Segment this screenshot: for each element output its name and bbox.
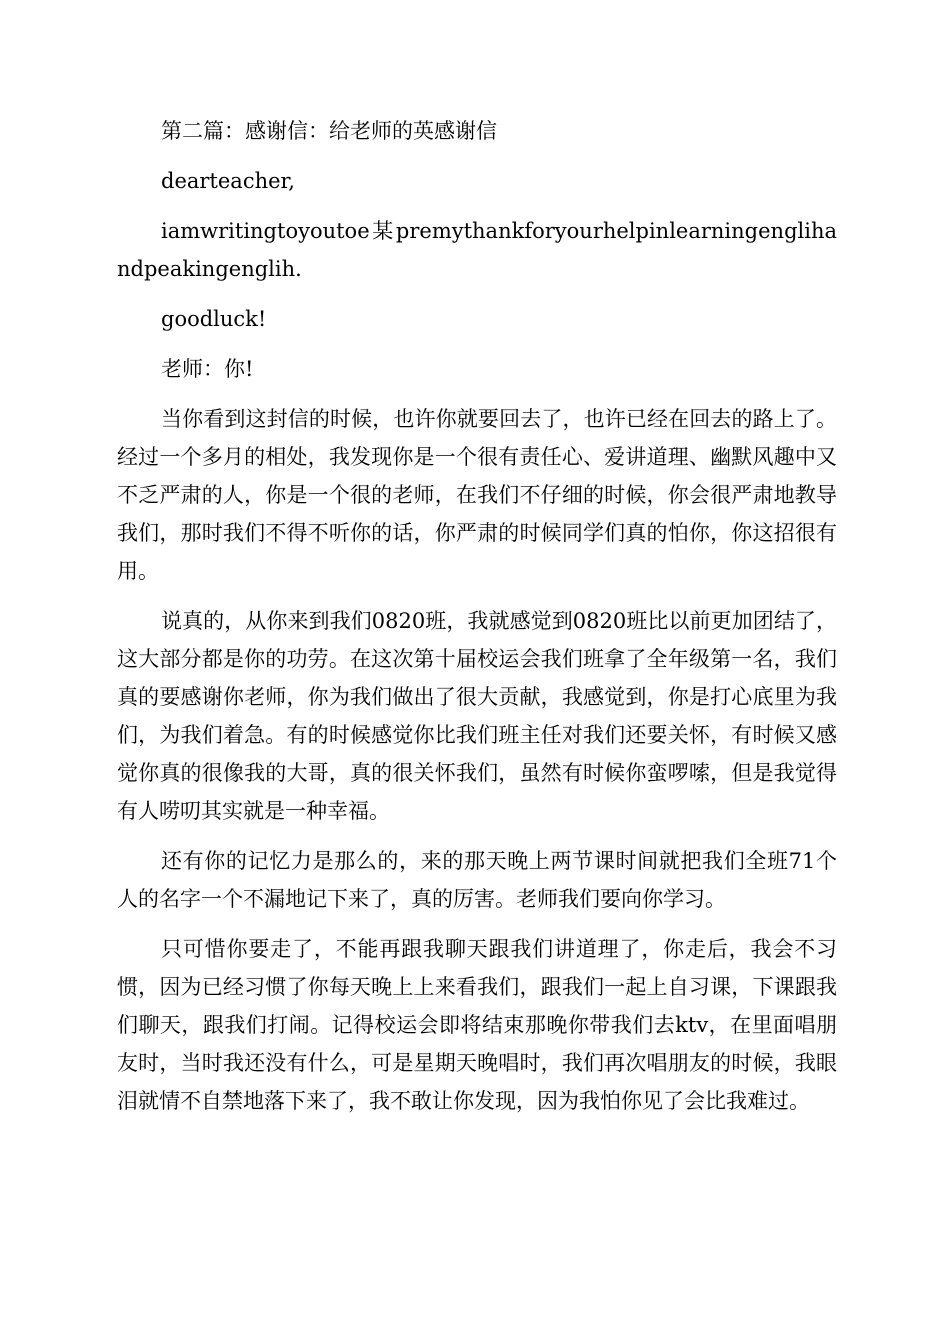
letter-body — [117, 112, 837, 1120]
body-paragraph-4: 只可惜你要走了，不能再跟我聊天跟我们讲道理了，你走后，我会不习惯，因为已经习惯了你每天晚上上来看我们，跟我们一起上自习课，下课跟我们聊天，跟我们打闹。记得校运会即将结束那晚你带我们去ktv，在里面唱朋友时，当时我还没有什么，可是星期天晚唱时，我们再次唱朋友的时候，我眼泪就情不自禁地落下来了，我不敢让你发现，因为我怕你见了会比我难过。 — [117, 937, 837, 1113]
chinese-salutation-paragraph: 老师：你! — [161, 357, 254, 381]
body-paragraph-3: 还有你的记忆力是那么的，来的那天晚上两节课时间就把我们全班71个人的名字一个不漏地记下来了，真的厉害。老师我们要向你学习。 — [117, 849, 837, 911]
closing-paragraph: goodluck! — [161, 307, 267, 331]
section-heading: 第二篇：感谢信：给老师的英感谢信 — [161, 119, 497, 143]
english-body-paragraph: iamwritingtoyoutoe某premythankforyourhelpinlearningenglihandpeakingenglih. — [117, 219, 837, 281]
body-paragraph-2: 说真的，从你来到我们0820班，我就感觉到0820班比以前更加团结了，这大部分都是你的功劳。在这次第十届校运会我们班拿了全年级第一名，我们真的要感谢你老师，你为我们做出了很大贡献，我感觉到，你是打心底里为我们，为我们着急。有的时候感觉你比我们班主任对我们还要关怀，有时候又感觉你真的很像我的大哥，真的很关怀我们，虽然有时候你蛮啰嗦，但是我觉得有人唠叨其实就是一种幸福。 — [117, 609, 837, 823]
body-paragraph-1: 当你看到这封信的时候，也许你就要回去了，也许已经在回去的路上了。经过一个多月的相处，我发现你是一个很有责任心、爱讲道理、幽默风趣中又不乏严肃的人，你是一个很的老师，在我们不仔细的时候，你会很严肃地教导我们，那时我们不得不听你的话，你严肃的时候同学们真的怕你，你这招很有用。 — [117, 407, 837, 583]
salutation-paragraph: dearteacher, — [161, 169, 295, 193]
